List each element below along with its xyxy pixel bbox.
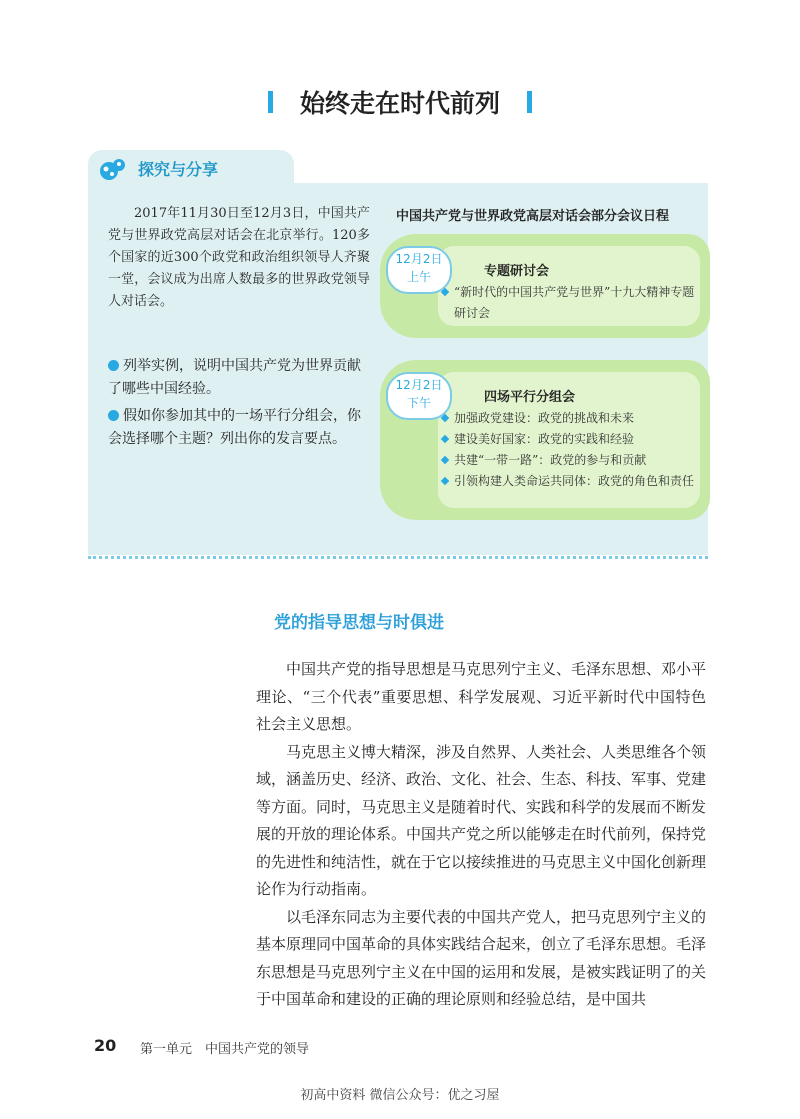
title-left-bar bbox=[268, 91, 273, 113]
page-title: 始终走在时代前列 bbox=[299, 89, 500, 118]
session-items bbox=[442, 408, 696, 492]
section-body bbox=[256, 656, 706, 1014]
session-item bbox=[442, 450, 696, 471]
explore-intro: 2017年11月30日至12月3日，中国共产党与世界政党高层对话会在北京举行。120多个国家的近300个政党和政治组织领导人齐聚一堂，会议成为出席人数最多的世界政党领导人对话会。 bbox=[108, 206, 370, 309]
task-text: 假如你参加其中的一场平行分组会，你会选择哪个主题？列出你的发言要点。 bbox=[108, 408, 361, 447]
page-number: 20 bbox=[94, 1036, 117, 1055]
session-item bbox=[442, 429, 696, 450]
session-date: 12月2日 bbox=[395, 378, 443, 392]
session-name: 专题研讨会 bbox=[484, 264, 550, 279]
session-card bbox=[380, 360, 710, 520]
explore-label: 探究与分享 bbox=[138, 160, 219, 179]
body-paragraph: 中国共产党的指导思想是马克思列宁主义、毛泽东思想、邓小平理论、“三个代表”重要思想、科学发展观、习近平新时代中国特色社会主义思想。 bbox=[256, 660, 707, 733]
task-item bbox=[108, 355, 370, 401]
session-item bbox=[442, 471, 696, 492]
explore-tab bbox=[88, 150, 294, 184]
diamond-bullet-icon bbox=[441, 456, 449, 464]
session-item-text: 加强政党建设：政党的挑战和未来 bbox=[454, 411, 635, 425]
diamond-bullet-icon bbox=[441, 435, 449, 443]
session-time: 上午 bbox=[406, 270, 431, 284]
panel-dotted-border bbox=[88, 556, 708, 559]
task-text: 列举实例，说明中国共产党为世界贡献了哪些中国经验。 bbox=[108, 358, 361, 397]
session-item bbox=[442, 282, 696, 324]
session-item bbox=[442, 408, 696, 429]
session-items bbox=[442, 282, 696, 324]
schedule-title: 中国共产党与世界政党高层对话会部分会议日程 bbox=[396, 209, 670, 224]
explore-tasks bbox=[108, 355, 370, 455]
task-item bbox=[108, 405, 370, 451]
session-date: 12月2日 bbox=[395, 252, 443, 266]
session-item-text: 共建“一带一路”：政党的参与和贡献 bbox=[454, 453, 647, 467]
explore-icon bbox=[98, 156, 128, 182]
session-item-text: 建设美好国家：政党的实践和经验 bbox=[454, 432, 635, 446]
diamond-bullet-icon bbox=[441, 414, 449, 422]
session-card bbox=[380, 234, 710, 338]
session-name: 四场平行分组会 bbox=[484, 390, 576, 405]
session-item-text: 引领构建人类命运共同体：政党的角色和责任 bbox=[454, 474, 695, 488]
task-bullet-icon bbox=[108, 410, 119, 421]
session-time: 下午 bbox=[406, 396, 431, 410]
diamond-bullet-icon bbox=[441, 288, 449, 296]
body-paragraph: 以毛泽东同志为主要代表的中国共产党人，把马克思列宁主义的基本原理同中国革命的具体实践结合起来，创立了毛泽东思想。毛泽东思想是马克思列宁主义在中国的运用和发展，是被实践证明了的关于中国革命和建设的正确的理论原则和经验总结，是中国共 bbox=[256, 907, 707, 1008]
page-title-wrap bbox=[0, 84, 800, 120]
task-bullet-icon bbox=[108, 360, 119, 371]
footer-unit-title: 第一单元 中国共产党的领导 bbox=[140, 1042, 310, 1057]
session-item-text: “新时代的中国共产党与世界”十九大精神专题研讨会 bbox=[454, 285, 695, 320]
diamond-bullet-icon bbox=[441, 477, 449, 485]
title-right-bar bbox=[527, 91, 532, 113]
body-paragraph: 马克思主义博大精深，涉及自然界、人类社会、人类思维各个领域，涵盖历史、经济、政治、文化、社会、生态、科技、军事、党建等方面。同时，马克思主义是随着时代、实践和科学的发展而不断发展的开放的理论体系。中国共产党之所以能够走在时代前列，保持党的先进性和纯洁性，就在于它以接续推进的马克思主义中国化创新理论作为行动指南。 bbox=[256, 742, 707, 898]
section-heading: 党的指导思想与时俱进 bbox=[274, 613, 444, 633]
watermark-text: 初高中资料 微信公众号：优之习屋 bbox=[300, 1088, 500, 1103]
